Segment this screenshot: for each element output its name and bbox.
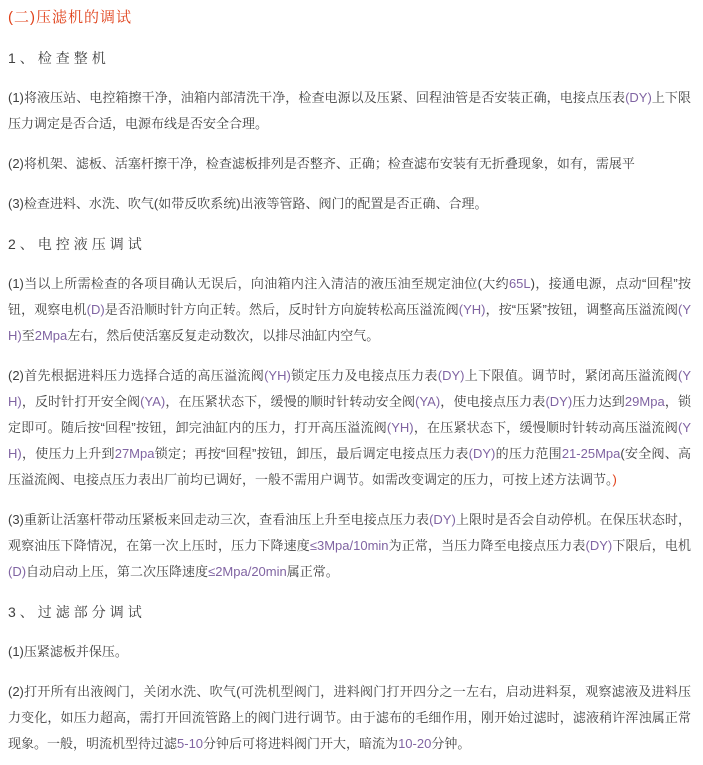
text-run: 的压力范围 xyxy=(495,446,562,461)
accent-text: (YH) xyxy=(458,302,486,317)
red-text: ) xyxy=(612,472,617,487)
accent-text: (YH) xyxy=(8,368,691,409)
text-run: (1)压紧滤板并保压。 xyxy=(8,644,128,659)
text-run: ，在压紧状态下，缓慢顺时针转动高压溢流阀 xyxy=(413,420,678,435)
text-run: 为正常，当压力降至电接点压力表 xyxy=(388,538,586,553)
paragraph xyxy=(8,363,691,493)
accent-text: 5-10 xyxy=(177,736,204,751)
text-run: 上限时是否会自动停机。在保压状态时，观察油压下降情况，在第一次上压时，压力下降速度 xyxy=(8,512,691,553)
accent-text: (DY) xyxy=(585,538,613,553)
accent-text: 27Mpa xyxy=(114,446,155,461)
text-run: (3)重新让活塞杆带动压紧板来回走动三次，查看油压上升至电接点压力表 xyxy=(8,512,430,527)
accent-text: (YH) xyxy=(8,302,691,343)
accent-text: (DY) xyxy=(545,394,573,409)
text-run: (1)当以上所需检查的各项目确认无误后，向油箱内注入清洁的液压油至规定油位(大约 xyxy=(8,276,509,291)
accent-text: (YH) xyxy=(8,420,691,461)
paragraph xyxy=(8,679,691,757)
section-heading xyxy=(8,231,691,257)
text-run: ，在压紧状态下，缓慢的顺时针转动安全阀 xyxy=(165,394,416,409)
text-run: (2)首先根据进料压力选择合适的高压溢流阀 xyxy=(8,368,265,383)
accent-text: (DY) xyxy=(437,368,465,383)
text-run: 锁定；再按“回程”按钮，卸压，最后调定电接点压力表 xyxy=(154,446,469,461)
paragraph xyxy=(8,639,691,665)
paragraph xyxy=(8,507,691,585)
accent-text: (YA) xyxy=(140,394,166,409)
text-run: 分钟。 xyxy=(431,736,471,751)
accent-text: (YH) xyxy=(386,420,414,435)
text-run: 至 xyxy=(21,328,35,343)
text-run: (2)打开所有出液阀门，关闭水洗、吹气(可洗机型阀门，进料阀门打开四分之一左右，启动进料泵，观察滤液及进料压力变化，如压力超高，需打开回流管路上的阀门进行调节。由于滤布的毛细作用，刚开始过滤时，滤液稍许浑浊属正常现象。一般，明流机型待过滤 xyxy=(8,684,691,751)
text-run: 1、检查整机 xyxy=(8,50,110,66)
text-run: 下限后，电机 xyxy=(612,538,691,553)
text-run: 属正常。 xyxy=(286,564,339,579)
accent-text: 21-25Mpa xyxy=(561,446,621,461)
accent-text: (DY) xyxy=(468,446,496,461)
article-title: (二)压滤机的调试 xyxy=(8,9,132,26)
text-run: 上下限压力调定是否合适，电源布线是否安全合理。 xyxy=(8,90,691,131)
text-run: (安全阀、高压溢流阀、电接点压力表出厂前均已调好，一般不需用户调节。如需改变调定的压力，可按上述方法调节。 xyxy=(8,446,691,487)
text-run: ，锁定即可。随后按“回程”按钮，卸完油缸内的压力，打开高压溢流阀 xyxy=(8,394,691,435)
text-run: (2)将机架、滤板、活塞杆擦干净，检查滤板排列是否整齐、正确；检查滤布安装有无折叠现象，如有，需展平 xyxy=(8,156,635,171)
text-run: ，按“压紧”按钮，调整高压溢流阀 xyxy=(485,302,678,317)
text-run: 分钟后可将进料阀门开大，暗流为 xyxy=(203,736,399,751)
accent-text: (YH) xyxy=(264,368,291,383)
text-run: ，使压力上升到 xyxy=(21,446,115,461)
paragraph xyxy=(8,191,691,217)
accent-text: ≤3Mpa/10min xyxy=(309,538,389,553)
accent-text: (DY) xyxy=(625,90,652,105)
text-run: (1)将液压站、电控箱擦干净，油箱内部清洗干净，检查电源以及压紧、回程油管是否安装正确，电接点压表 xyxy=(8,90,626,105)
accent-text: 2Mpa xyxy=(34,328,68,343)
accent-text: (DY) xyxy=(429,512,456,527)
paragraph xyxy=(8,151,691,177)
accent-text: 10-20 xyxy=(398,736,432,751)
article-content xyxy=(8,45,691,757)
accent-text: (YA) xyxy=(415,394,441,409)
paragraph xyxy=(8,271,691,349)
accent-text: ≤2Mpa/20min xyxy=(208,564,287,579)
paragraph xyxy=(8,85,691,137)
text-run: 2、电控液压调试 xyxy=(8,236,146,252)
accent-text: 65L xyxy=(508,276,531,291)
text-run: ，反时针打开安全阀 xyxy=(21,394,141,409)
accent-text: 29Mpa xyxy=(624,394,665,409)
text-run: 锁定压力及电接点压力表 xyxy=(290,368,438,383)
text-run: )，接通电源，点动“回程”按钮，观察电机 xyxy=(8,276,691,317)
text-run: ，使电接点压力表 xyxy=(440,394,546,409)
accent-text: (D) xyxy=(8,564,27,579)
text-run: 自动启动上压，第二次压降速度 xyxy=(26,564,209,579)
accent-text: (D) xyxy=(86,302,105,317)
section-heading xyxy=(8,45,691,71)
text-run: 3、过滤部分调试 xyxy=(8,604,146,620)
section-heading xyxy=(8,599,691,625)
text-run: 压力达到 xyxy=(572,394,625,409)
text-run: 上下限值。调节时，紧闭高压溢流阀 xyxy=(464,368,678,383)
text-run: (3)检查进料、水洗、吹气(如带反吹系统)出液等管路、阀门的配置是否正确、合理。 xyxy=(8,196,488,211)
text-run: 是否沿顺时针方向正转。然后，反时针方向旋转松高压溢流阀 xyxy=(104,302,459,317)
text-run: 左右，然后使活塞反复走动数次，以排尽油缸内空气。 xyxy=(67,328,380,343)
